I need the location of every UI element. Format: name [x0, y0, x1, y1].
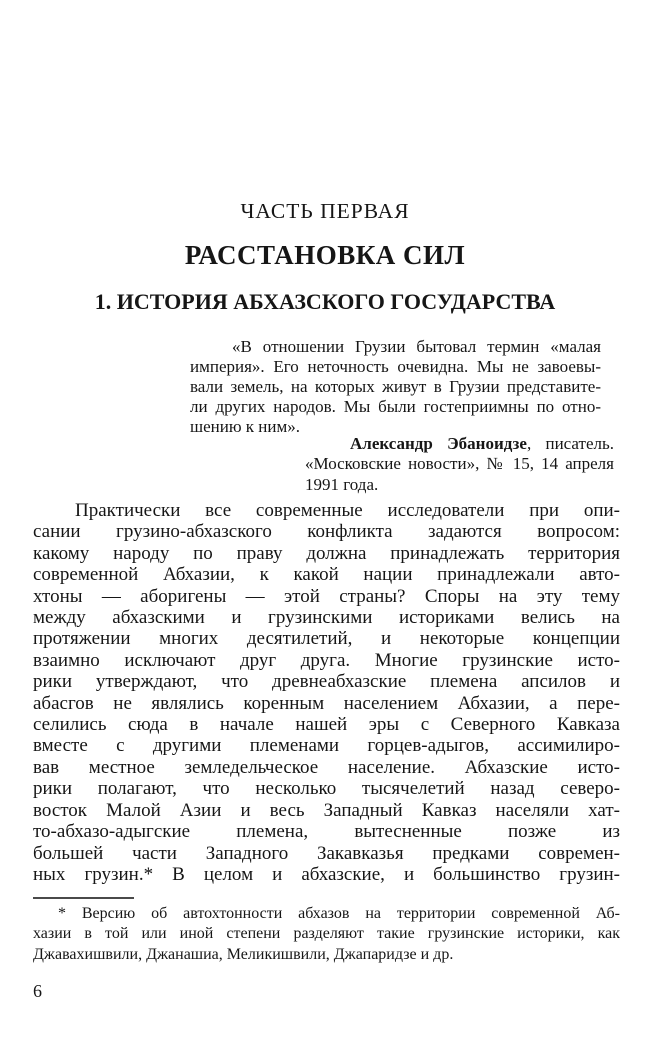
text-line: то-абхазо-адыгские племена, вытесненные позже из [33, 821, 620, 843]
text-line: вали земель, на которых живут в Грузии представите- [190, 377, 601, 396]
epigraph-quote [190, 337, 601, 437]
text-line: между абхазскими и грузинскими историками велись на [33, 607, 620, 629]
text-line: рики полагают, что несколько тысячелетий назад северо- [33, 778, 620, 800]
text-line: восток Малой Азии и весь Западный Кавказ населяли хат- [33, 799, 620, 821]
text-line: вместе с другими племенами горцев-адыгов, ассимилиро- [33, 735, 620, 757]
footnote-separator-rule [33, 897, 134, 899]
footnote-text [33, 904, 620, 965]
text-line: взаимно исключают друг друга. Многие грузинские исто- [33, 649, 620, 671]
text-line: шению к ним». [190, 417, 300, 436]
text-line: империя». Его неточность очевидна. Мы не завоевы- [190, 357, 601, 376]
text-line: 1991 года. [305, 474, 379, 494]
chapter-section-title: 1. ИСТОРИЯ АБХАЗСКОГО ГОСУДАРСТВА [94, 289, 556, 314]
text-line: «В отношении Грузии бытовал термин «малая [232, 337, 601, 356]
text-line: Джавахишвили, Джанашиа, Меликишвили, Джапаридзе и др. [33, 945, 454, 963]
text-line: современной Абхазии, к какой нации принадлежали авто- [33, 564, 620, 586]
part-main-title: РАССТАНОВКА СИЛ [184, 240, 466, 270]
text-line: * Версию об автохтонности абхазов на территории современной Аб- [58, 905, 620, 922]
attribution-source-lines [305, 454, 614, 495]
text-line: хазии в той или иной степени разделяют такие грузинские историки, как [33, 925, 620, 943]
attribution-author-role: , писатель. [526, 434, 614, 453]
part-heading: ЧАСТЬ ПЕРВАЯ [240, 199, 410, 223]
text-line: большей части Западного Закавказья предками современ- [33, 842, 620, 864]
epigraph-attribution [305, 434, 614, 495]
text-line: протяжении многих десятилетий, и некоторые концепции [33, 628, 620, 650]
attribution-author-name: Александр Эбаноидзе [350, 434, 527, 453]
attribution-author-line [305, 434, 614, 454]
text-line: какому народу по праву должна принадлежать территория [33, 542, 620, 564]
text-line: хтоны — аборигены — этой страны? Споры на эту тему [33, 585, 620, 607]
text-line: ли других народов. Мы были гостеприимны по отно- [190, 397, 601, 416]
text-line: рики утверждают, что древнеабхазские племена апсилов и [33, 671, 620, 693]
text-line: сании грузино-абхазского конфликта задаются вопросом: [33, 521, 620, 543]
text-line: абасгов не являлись коренным населением Абхазии, а пере- [33, 692, 620, 714]
text-line: «Московские новости», № 15, 14 апреля [305, 454, 614, 474]
text-line: вав местное земледельческое население. Абхазские исто- [33, 756, 620, 778]
body-paragraph [33, 500, 620, 885]
text-line: ных грузин.* В целом и абхазские, и большинство грузин- [33, 863, 620, 885]
text-line: Практически все современные исследователи при опи- [75, 500, 620, 521]
page-number: 6 [33, 981, 42, 1001]
text-line: селились сюда в начале нашей эры с Северного Кавказа [33, 714, 620, 736]
